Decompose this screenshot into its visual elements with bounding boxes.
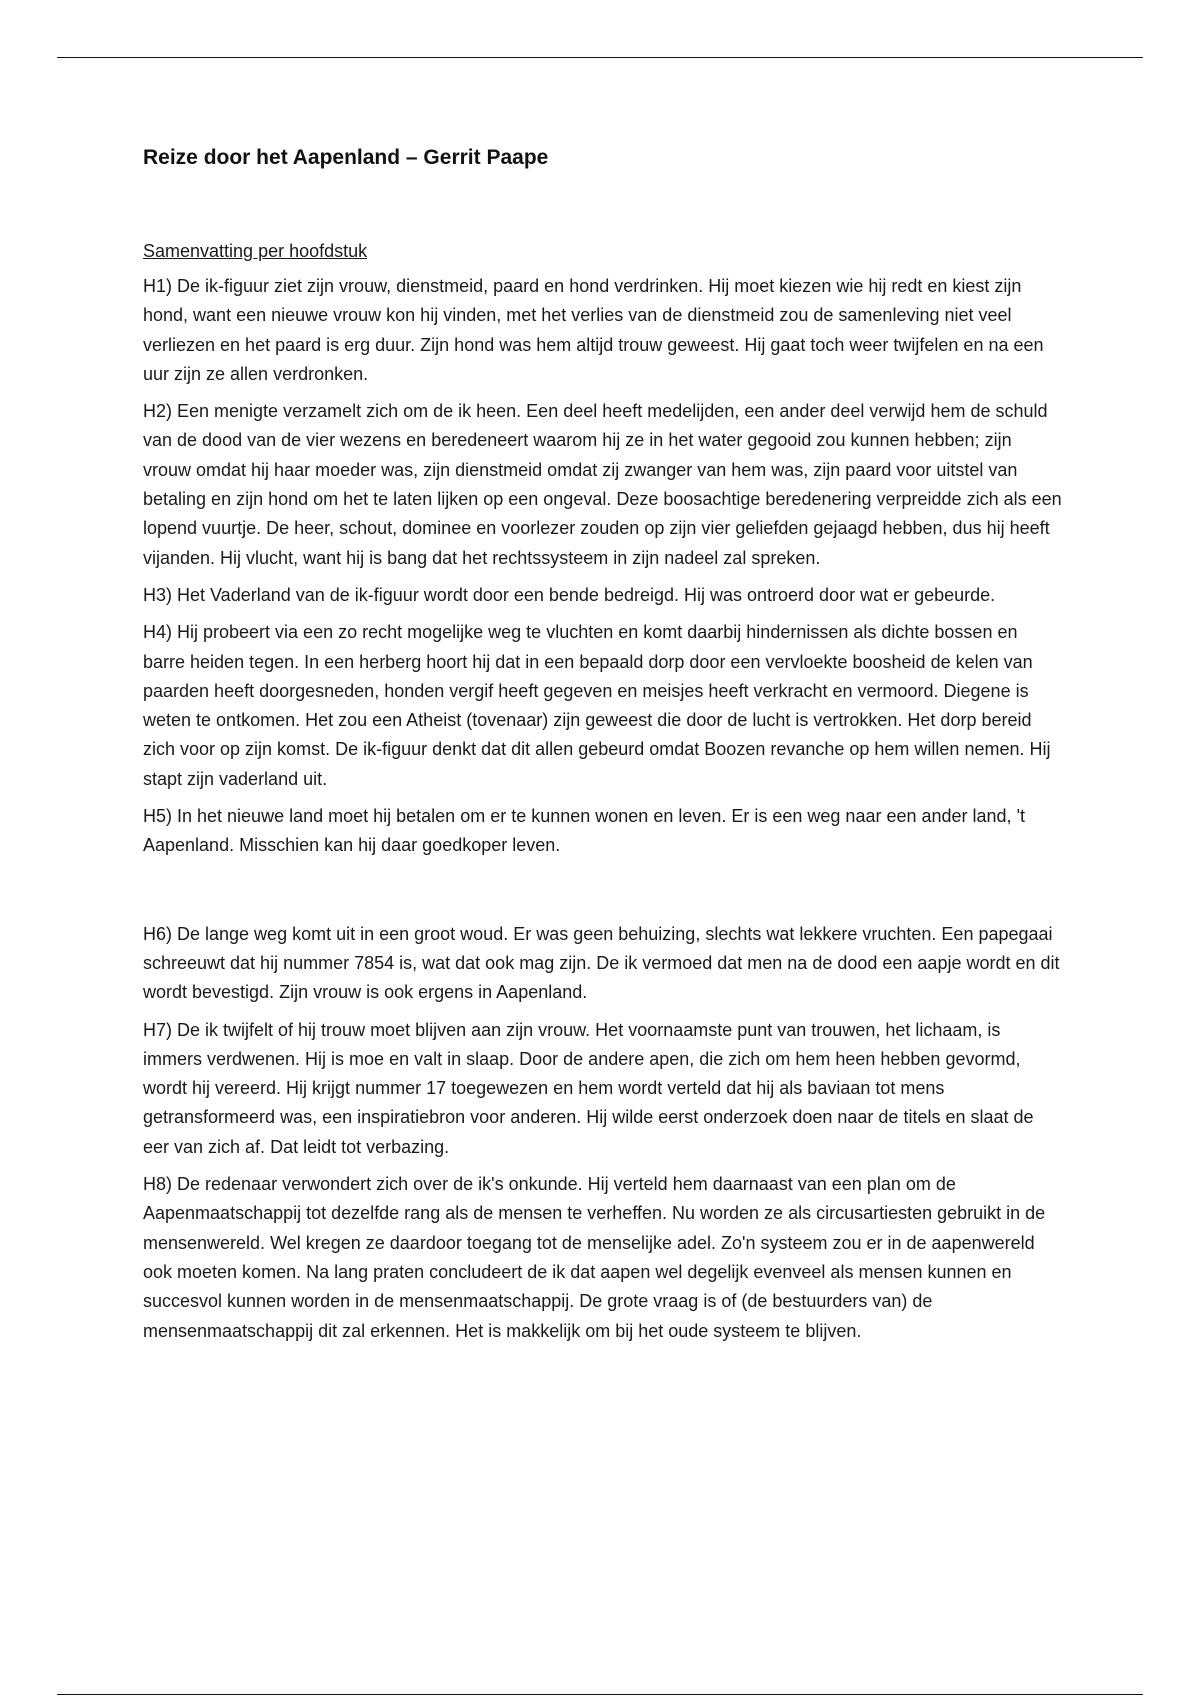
footer-rule [57,1694,1143,1695]
chapter-summary-h7: H7) De ik twijfelt of hij trouw moet blijven aan zijn vrouw. Het voornaamste punt van trouwen, het lichaam, is immers verdwenen. Hij is moe en valt in slaap. Door de andere apen, die zich om hem heen hebben gevormd, wordt hij vereerd. Hij krijgt nummer 17 toegewezen en hem wordt verteld dat hij als baviaan tot mens getransformeerd was, een inspiratiebron voor anderen. Hij wilde eerst onderzoek doen naar de titels en slaat de eer van zich af. Dat leidt tot verbazing. [143,1019,1034,1157]
section-heading: Samenvatting per hoofdstuk [143,241,368,261]
chapter-summary-h2: H2) Een menigte verzamelt zich om de ik heen. Een deel heeft medelijden, een ander deel verwijd hem de schuld van de dood van de vier wezens en beredeneert waarom hij ze in het water gegooid zou kunnen hebben; zijn vrouw omdat hij haar moeder was, zijn dienstmeid omdat zij zwanger van hem was, zijn paard voor uitstel van betaling en zijn hond om het te laten lijken op een ongeval. Deze boosachtige beredenering verpreidde zich als een lopend vuurtje. De heer, schout, dominee en voorlezer zouden op zijn vier geliefden gejaagd hebben, dus hij heeft vijanden. Hij vlucht, want hij is bang dat het rechtssysteem in zijn nadeel zal spreken. [143,401,1062,568]
chapter-list [143,272,1063,1346]
chapter-summary-h5: H5) In het nieuwe land moet hij betalen om er te kunnen wonen en leven. Er is een weg naar een ander land, 't Aapenland. Misschien kan hij daar goedkoper leven. [143,806,1025,856]
chapter-summary-h6: H6) De lange weg komt uit in een groot woud. Er was geen behuizing, slechts wat lekkere vruchten. Een papegaai schreeuwt dat hij nummer 7854 is, wat dat ook mag zijn. De ik vermoed dat men na de dood een aapje wordt en dit wordt bevestigd. Zijn vrouw is ook ergens in Aapenland. [143,923,1060,1003]
document-body [143,143,1063,1354]
header-rule [57,57,1143,58]
chapter-summary-h8: H8) De redenaar verwondert zich over de ik's onkunde. Hij verteld hem daarnaast van een plan om de Aapenmaatschappij tot dezelfde rang als de mensen te verheffen. Nu worden ze als circusartiesten gebruikt in de mensenwereld. Wel kregen ze daardoor toegang tot de menselijke adel. Zo'n systeem zou er in de aapenwereld ook moeten komen. Na lang praten concludeert de ik dat aapen wel degelijk evenveel als mensen kunnen en succesvol kunnen worden in de mensenmaatschappij. De grote vraag is of (de bestuurders van) de mensenmaatschappij dit zal erkennen. Het is makkelijk om bij het oude systeem te blijven. [143,1174,1046,1341]
chapter-summary-h3: H3) Het Vaderland van de ik-figuur wordt door een bende bedreigd. Hij was ontroerd door wat er gebeurde. [143,584,996,605]
chapter-summary-h4: H4) Hij probeert via een zo recht mogelijke weg te vluchten en komt daarbij hindernissen als dichte bossen en barre heiden tegen. In een herberg hoort hij dat in een bepaald dorp door een vervloekte boosheid de kelen van paarden heeft doorgesneden, honden vergif heeft gegeven en meisjes heeft verkracht en vermoord. Diegene is weten te ontkomen. Het zou een Atheist (tovenaar) zijn geweest die door de lucht is vertrokken. Het dorp bereid zich voor op zijn komst. De ik-figuur denkt dat dit allen gebeurd omdat Boozen revanche op hem willen nemen. Hij stapt zijn vaderland uit. [143,622,1051,789]
document-title: Reize door het Aapenland – Gerrit Paape [143,146,549,169]
chapter-summary-h1: H1) De ik-figuur ziet zijn vrouw, dienstmeid, paard en hond verdrinken. Hij moet kiezen wie hij redt en kiest zijn hond, want een nieuwe vrouw kon hij vinden, met het verlies van de dienstmeid zou de samenleving niet veel verliezen en het paard is erg duur. Zijn hond was hem altijd trouw geweest. Hij gaat toch weer twijfelen en na een uur zijn ze allen verdronken. [143,276,1044,384]
